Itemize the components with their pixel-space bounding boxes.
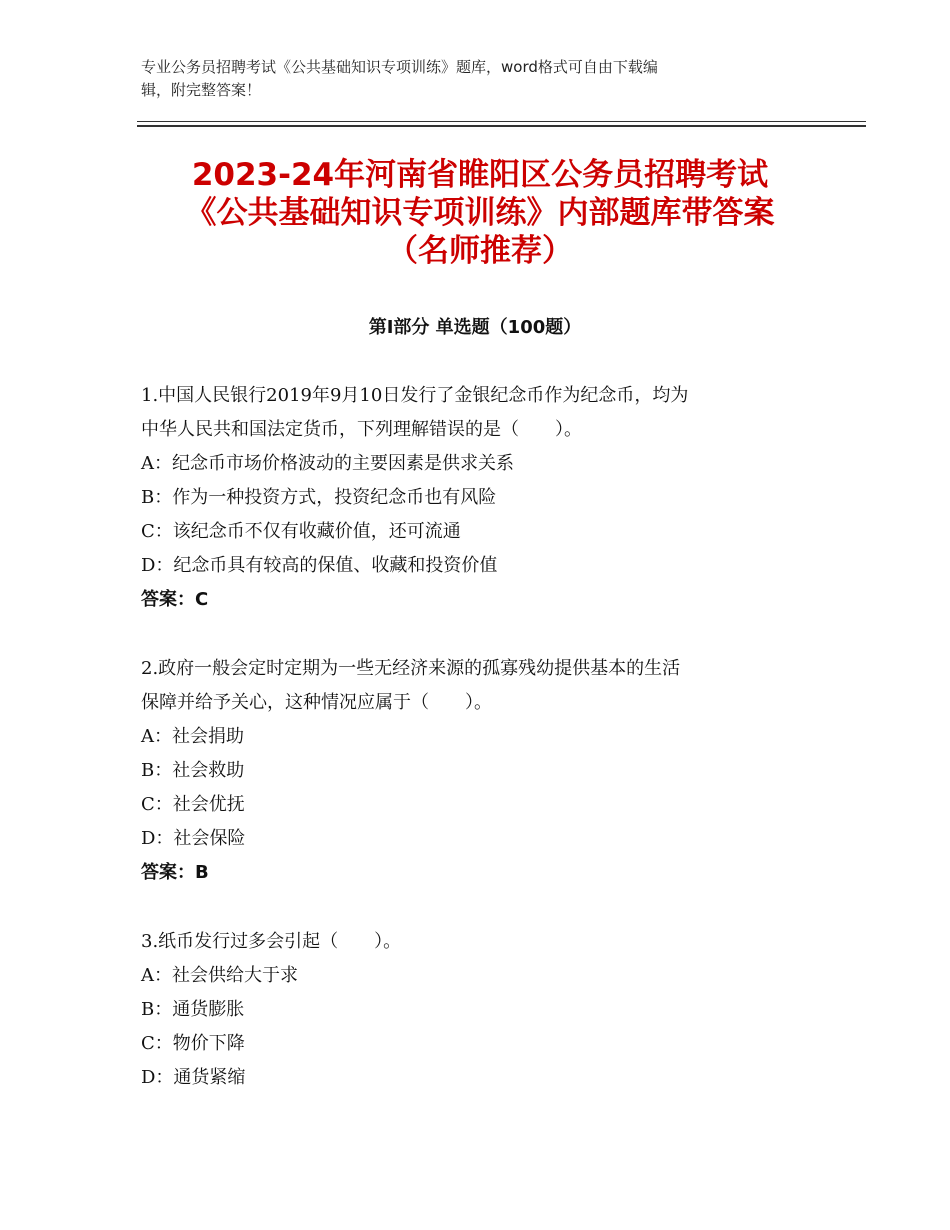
header-divider-thin — [137, 121, 866, 122]
option-b: B：社会救助 — [141, 760, 245, 781]
answer: 答案：C — [141, 589, 209, 610]
question-1 — [141, 379, 821, 617]
header-divider-thick — [137, 125, 866, 127]
option-a: A：社会供给大于求 — [141, 965, 298, 986]
option-b: B：作为一种投资方式，投资纪念币也有风险 — [141, 487, 497, 508]
question-stem: 2.政府一般会定时定期为一些无经济来源的孤寡残幼提供基本的生活 — [141, 658, 681, 679]
header-note — [141, 56, 801, 102]
question-stem: 3.纸币发行过多会引起（ ）。 — [141, 931, 402, 952]
option-a: A：社会捐助 — [141, 726, 244, 747]
title-line: （名师推荐） — [387, 233, 573, 269]
question-stem: 保障并给予关心，这种情况应属于（ ）。 — [141, 692, 492, 713]
answer: 答案：B — [141, 862, 209, 883]
option-a: A：纪念币市场价格波动的主要因素是供求关系 — [141, 453, 514, 474]
title-line: 《公共基础知识专项训练》内部题库带答案 — [185, 195, 775, 231]
question-3 — [141, 925, 821, 1095]
title-line: 2023-24年河南省睢阳区公务员招聘考试 — [191, 157, 769, 193]
option-d: D：纪念币具有较高的保值、收藏和投资价值 — [141, 555, 498, 576]
option-d: D：社会保险 — [141, 828, 246, 849]
option-c: C：该纪念币不仅有收藏价值，还可流通 — [141, 521, 461, 542]
option-b: B：通货膨胀 — [141, 999, 245, 1020]
header-note-line: 辑，附完整答案！ — [141, 81, 262, 99]
question-2 — [141, 652, 821, 890]
option-c: C：社会优抚 — [141, 794, 245, 815]
document-title — [120, 156, 840, 270]
question-stem: 1.中国人民银行2019年9月10日发行了金银纪念币作为纪念币，均为 — [141, 385, 689, 406]
section-title: 第Ⅰ部分 单选题（100题） — [368, 317, 582, 338]
option-c: C：物价下降 — [141, 1033, 245, 1054]
option-d: D：通货紧缩 — [141, 1067, 246, 1088]
header-note-line: 专业公务员招聘考试《公共基础知识专项训练》题库，word格式可自由下载编 — [141, 58, 658, 76]
question-stem: 中华人民共和国法定货币，下列理解错误的是（ ）。 — [141, 419, 582, 440]
